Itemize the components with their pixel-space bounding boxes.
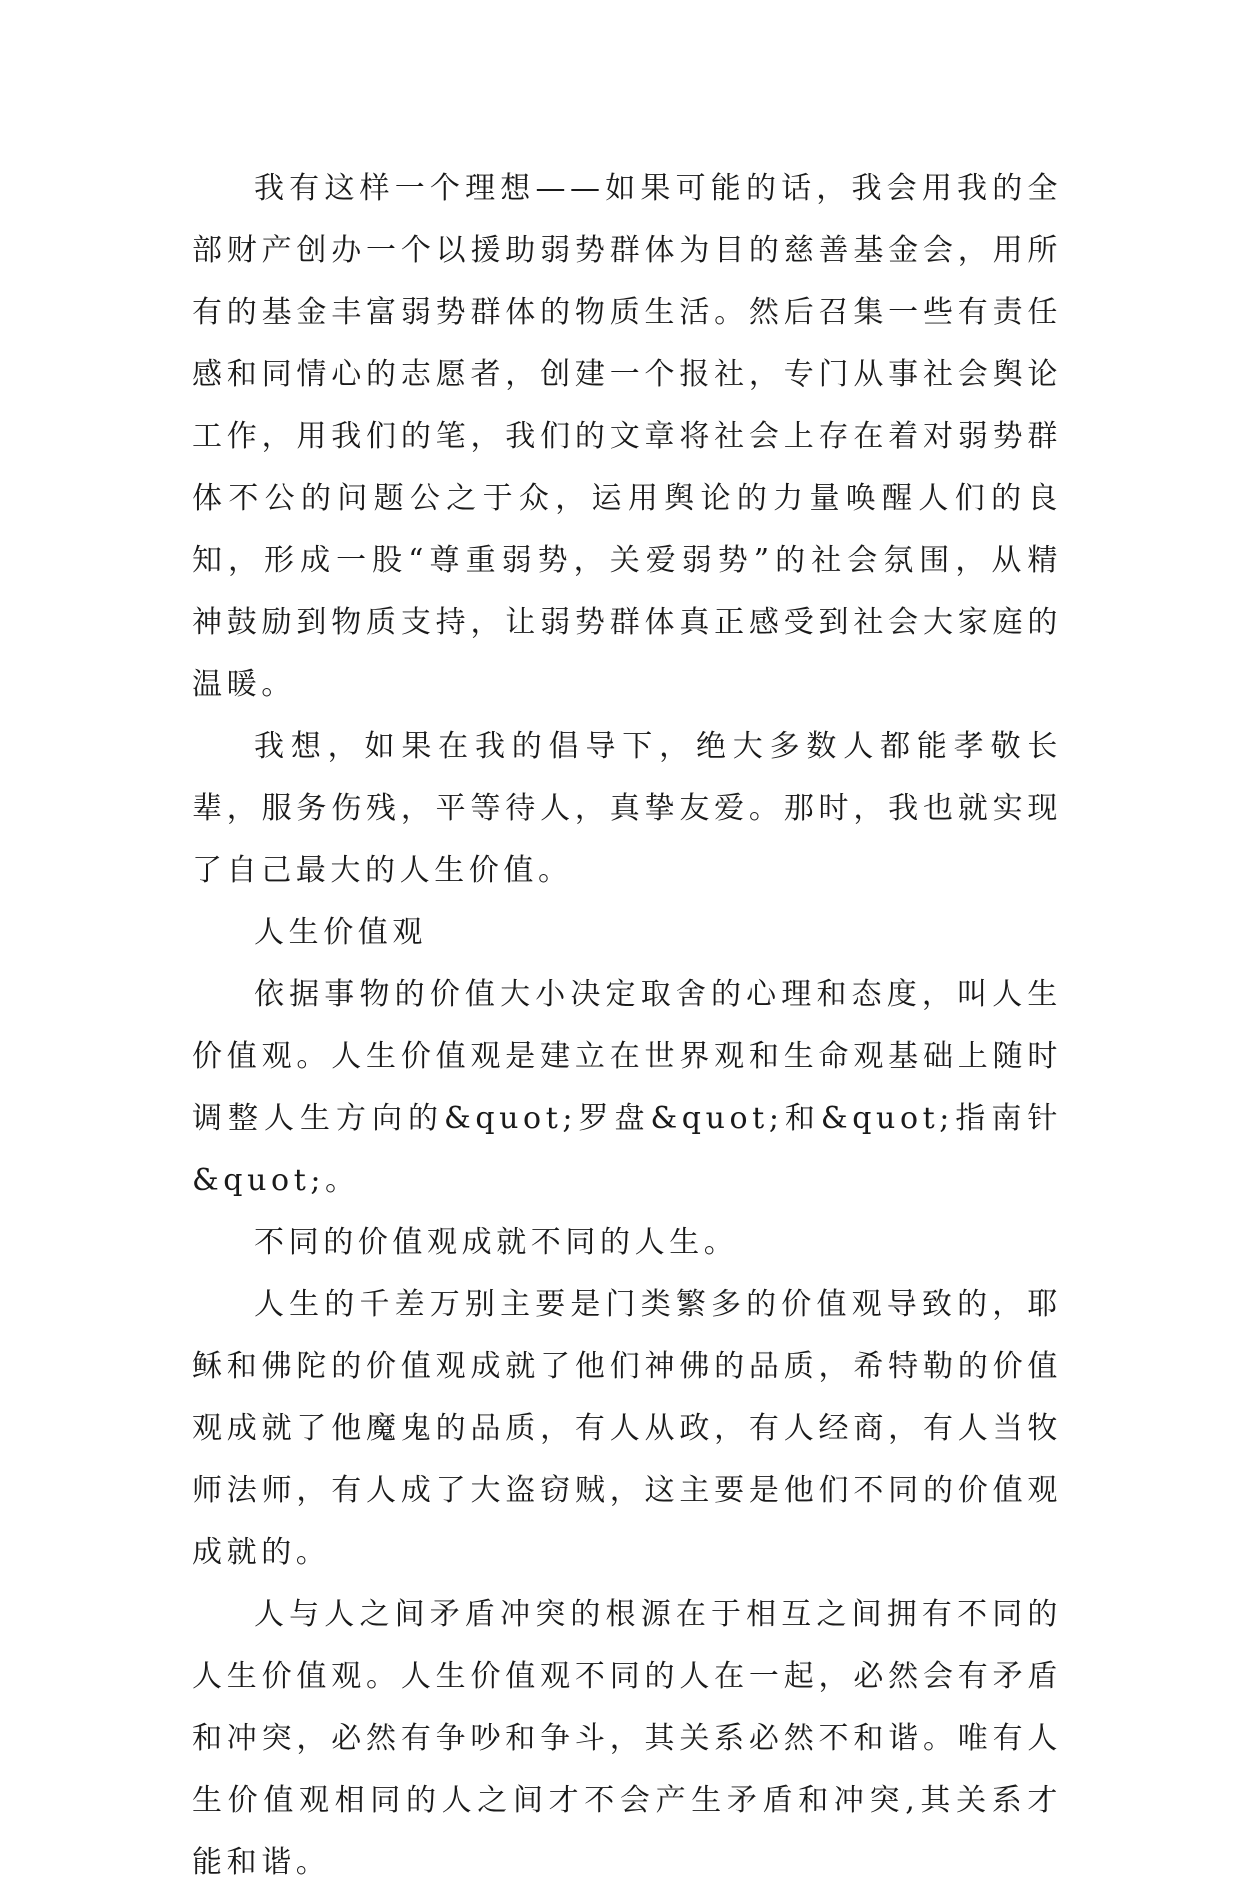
document-body [192, 158, 1062, 1894]
section-heading: 人生价值观 [254, 915, 427, 950]
paragraph-ideal: 我有这样一个理想——如果可能的话，我会用我的全部财产创办一个以援助弱势群体为目的慈善基金会，用所有的基金丰富弱势群体的物质生活。然后召集一些有责任感和同情心的志愿者，创建一个报社，专门从事社会舆论工作，用我们的笔，我们的文章将社会上存在着对弱势群体不公的问题公之于众，运用舆论的力量唤醒人们的良知，形成一股“尊重弱势，关爱弱势”的社会氛围，从精神鼓励到物质支持，让弱势群体真正感受到社会大家庭的温暖。 [192, 171, 1062, 702]
paragraph-conflict: 人与人之间矛盾冲突的根源在于相互之间拥有不同的人生价值观。人生价值观不同的人在一起，必然会有矛盾和冲突，必然有争吵和争斗，其关系必然不和谐。唯有人生价值观相同的人之间才不会产生矛盾和冲突,其关系才能和谐。 [192, 1597, 1062, 1880]
paragraph-definition: 依据事物的价值大小决定取舍的心理和态度，叫人生价值观。人生价值观是建立在世界观和生命观基础上随时调整人生方向的&quot;罗盘&quot;和&quot;指南针&quot;。 [192, 977, 1062, 1198]
paragraph-different-lives: 不同的价值观成就不同的人生。 [254, 1225, 739, 1260]
paragraph-examples: 人生的千差万别主要是门类繁多的价值观导致的，耶稣和佛陀的价值观成就了他们神佛的品质，希特勒的价值观成就了他魔鬼的品质，有人从政，有人经商，有人当牧师法师，有人成了大盗窃贼，这主要是他们不同的价值观成就的。 [192, 1287, 1062, 1570]
paragraph-life-value: 我想，如果在我的倡导下，绝大多数人都能孝敬长辈，服务伤残，平等待人，真挚友爱。那时，我也就实现了自己最大的人生价值。 [192, 729, 1062, 888]
